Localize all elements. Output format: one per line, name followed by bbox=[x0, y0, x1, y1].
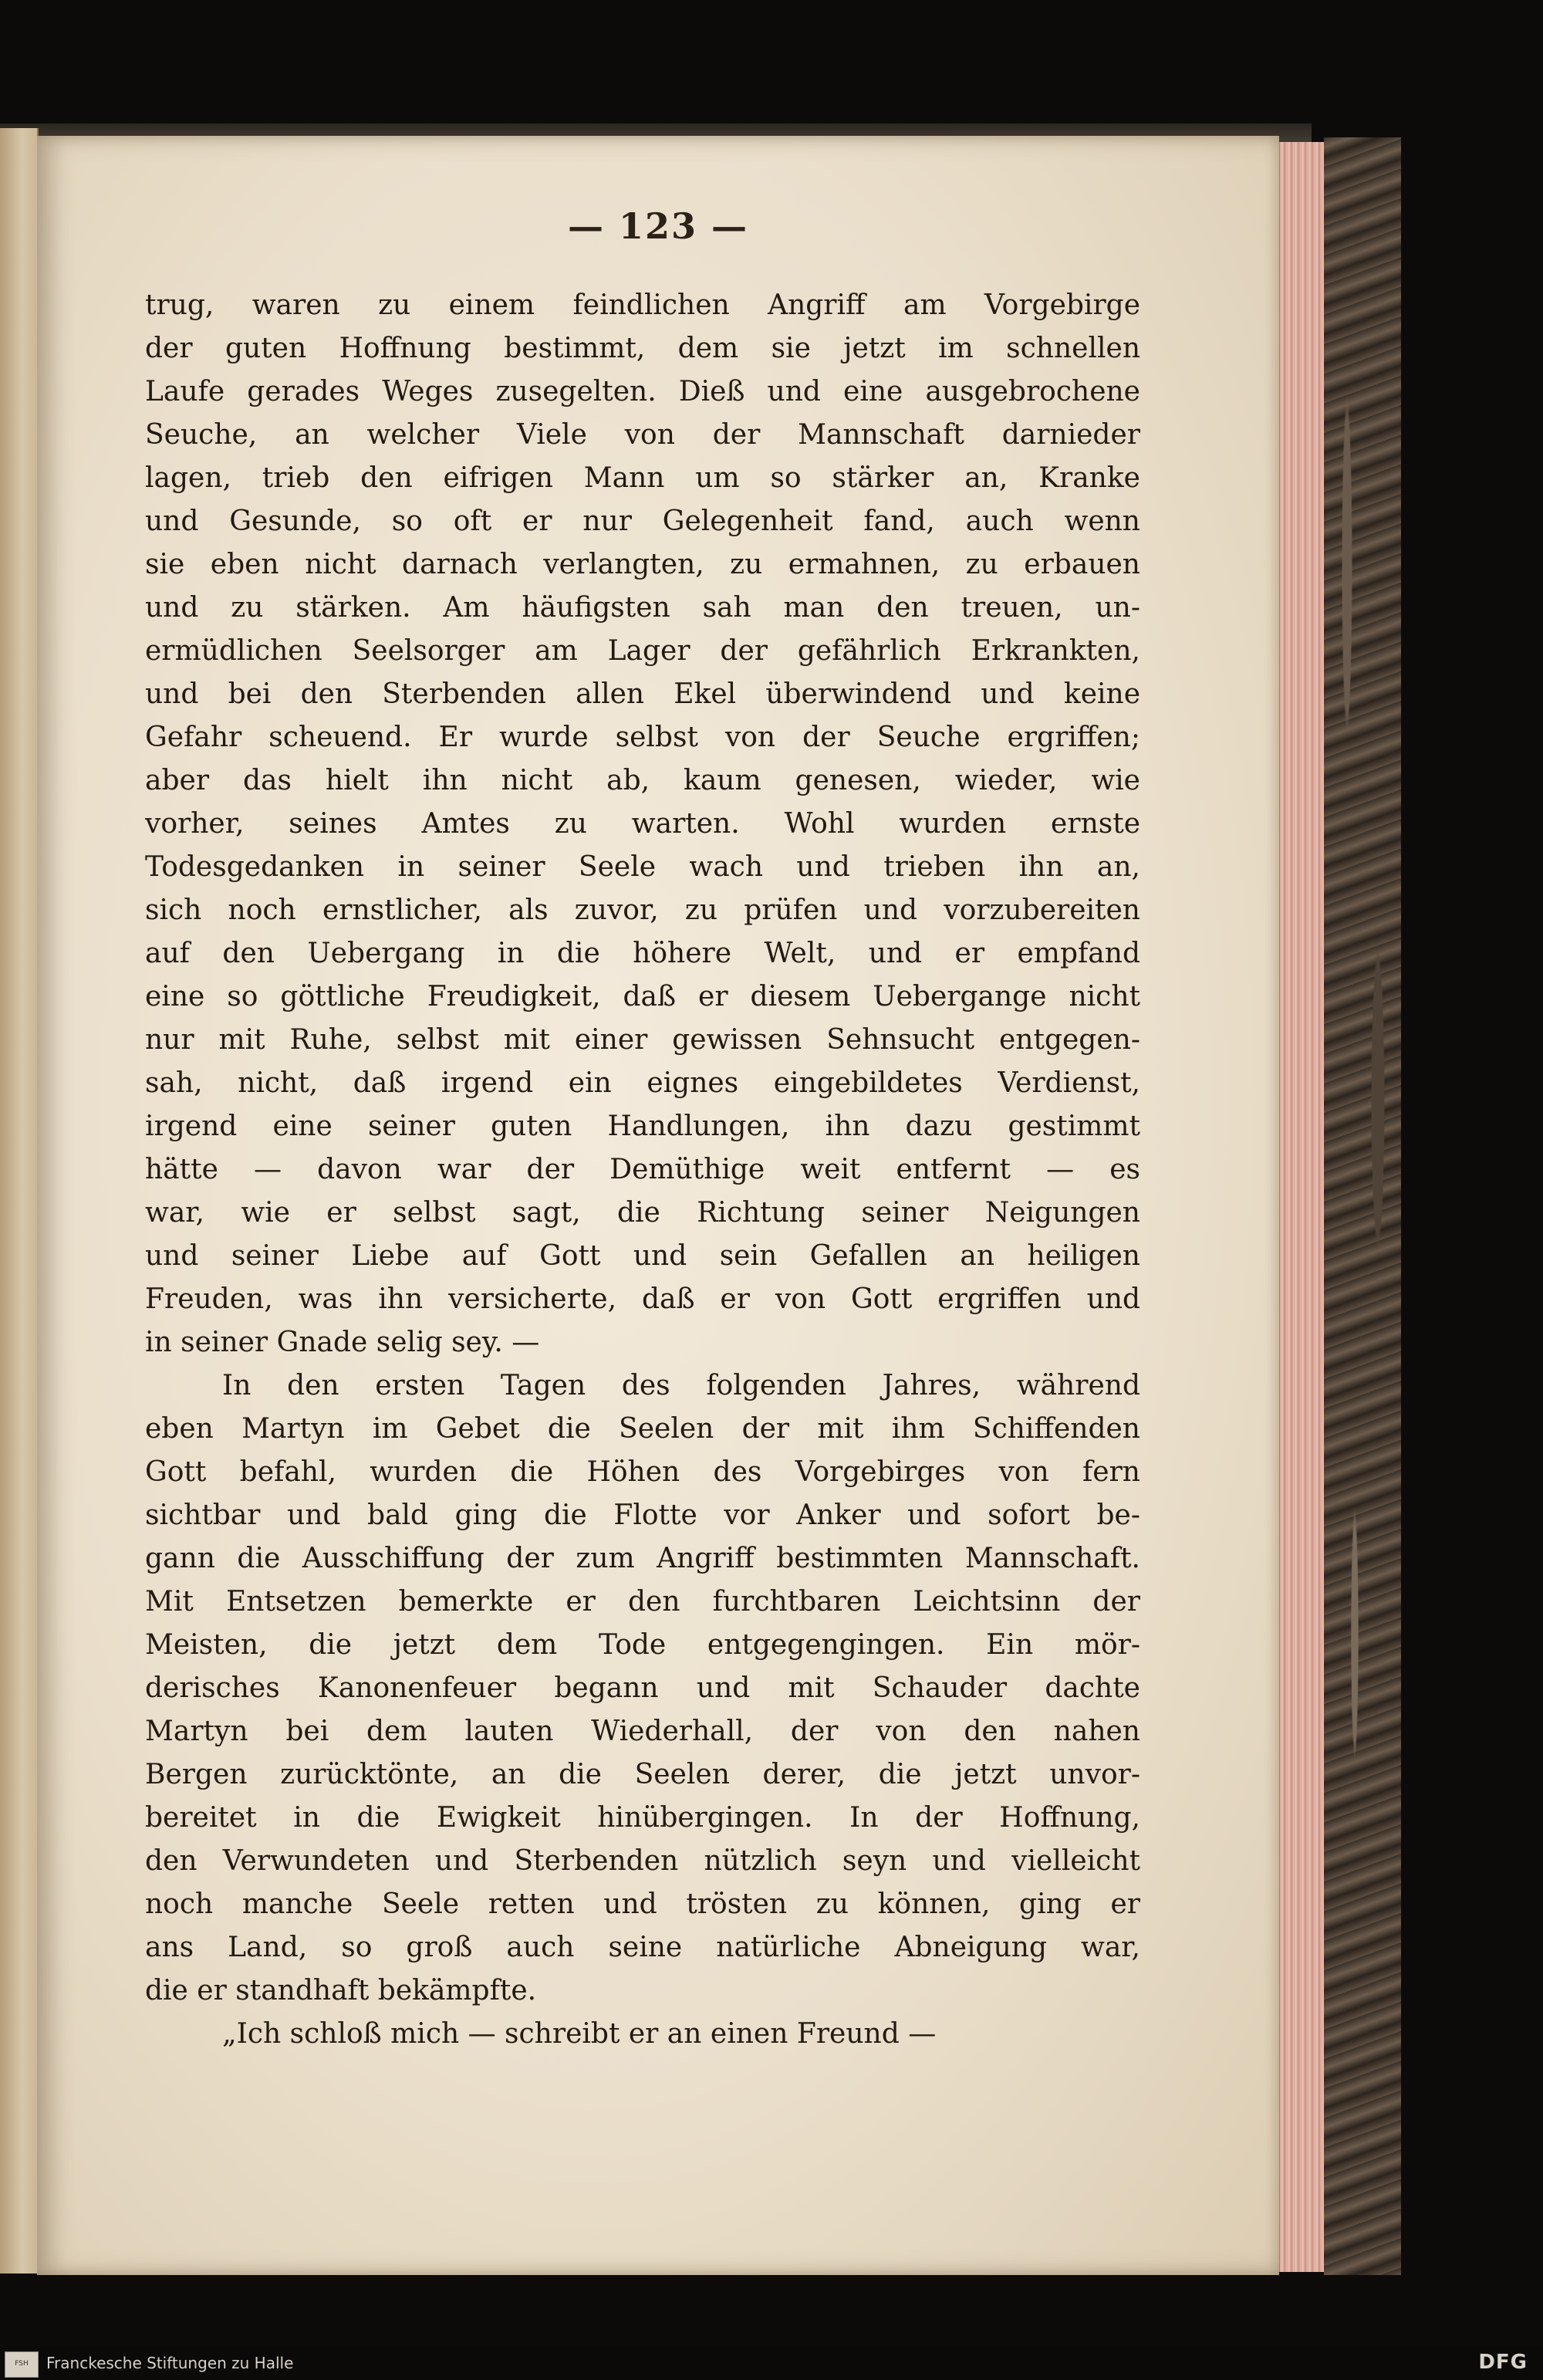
text-line: sah, nicht, daß irgend ein eignes eingebildetes Verdienst, bbox=[145, 1067, 1140, 1099]
text-line: hätte — davon war der Demüthige weit entfernt — es bbox=[145, 1154, 1140, 1185]
institution-name: Franckesche Stiftungen zu Halle bbox=[46, 2354, 294, 2372]
text-line: in seiner Gnade selig sey. — bbox=[145, 1327, 540, 1358]
text-line: ermüdlichen Seelsorger am Lager der gefährlich Erkrankten, bbox=[145, 635, 1140, 667]
text-line: aber das hielt ihn nicht ab, kaum genesen, wieder, wie bbox=[145, 765, 1140, 796]
text-line: gann die Ausschiffung der zum Angriff bestimmten Mannschaft. bbox=[145, 1543, 1140, 1574]
page-number: — 123 — bbox=[567, 205, 749, 247]
text-line: lagen, trieb den eifrigen Mann um so stärker an, Kranke bbox=[145, 462, 1140, 494]
text-line: der guten Hoffnung bestimmt, dem sie jetzt im schnellen bbox=[145, 333, 1140, 364]
text-line: Todesgedanken in seiner Seele wach und trieben ihn an, bbox=[145, 851, 1140, 883]
text-line: Bergen zurücktönte, an die Seelen derer, die jetzt unvor- bbox=[145, 1759, 1140, 1790]
text-line: ans Land, so groß auch seine natürliche Abneigung war, bbox=[145, 1932, 1140, 1963]
text-line: den Verwundeten und Sterbenden nützlich seyn und vielleicht bbox=[145, 1845, 1140, 1877]
marbled-cover bbox=[1324, 137, 1401, 2275]
text-line: bereitet in die Ewigkeit hinübergingen. In der Hoffnung, bbox=[145, 1802, 1140, 1834]
text-line: eine so göttliche Freudigkeit, daß er diesem Uebergange nicht bbox=[145, 981, 1140, 1013]
text-line: auf den Uebergang in die höhere Welt, und er empfand bbox=[145, 938, 1140, 969]
text-line: Laufe gerades Weges zusegelten. Dieß und eine ausgebrochene bbox=[145, 376, 1140, 407]
body-text bbox=[145, 284, 1140, 2056]
text-line: sich noch ernstlicher, als zuvor, zu prüfen und vorzubereiten bbox=[145, 894, 1140, 926]
text-line: Gefahr scheuend. Er wurde selbst von der Seuche ergriffen; bbox=[145, 722, 1140, 753]
text-line: sie eben nicht darnach verlangten, zu ermahnen, zu erbauen bbox=[145, 549, 1140, 580]
text-line: eben Martyn im Gebet die Seelen der mit ihm Schiffenden bbox=[145, 1413, 1140, 1445]
text-line: In den ersten Tagen des folgenden Jahres, während bbox=[222, 1370, 1140, 1401]
dfg-logo: DFG bbox=[1478, 2351, 1528, 2374]
page-fore-edge bbox=[1279, 142, 1325, 2272]
text-line: und seiner Liebe auf Gott und sein Gefallen an heiligen bbox=[145, 1240, 1140, 1272]
text-line: war, wie er selbst sagt, die Richtung seiner Neigungen bbox=[145, 1197, 1140, 1229]
text-line: noch manche Seele retten und trösten zu können, ging er bbox=[145, 1888, 1140, 1920]
text-line: irgend eine seiner guten Handlungen, ihn dazu gestimmt bbox=[145, 1111, 1140, 1142]
text-line: Meisten, die jetzt dem Tode entgegengingen. Ein mör- bbox=[145, 1629, 1140, 1661]
book-page bbox=[37, 136, 1279, 2275]
left-page-edge bbox=[0, 128, 39, 2274]
text-line: derisches Kanonenfeuer begann und mit Schauder dachte bbox=[145, 1672, 1140, 1704]
logo-label: FSH bbox=[15, 2360, 29, 2368]
text-line: und Gesunde, so oft er nur Gelegenheit fand, auch wenn bbox=[145, 505, 1140, 537]
text-line: Freuden, was ihn versicherte, daß er von Gott ergriffen und bbox=[145, 1283, 1140, 1315]
institution-logo bbox=[5, 2351, 39, 2378]
text-line: Gott befahl, wurden die Höhen des Vorgebirges von fern bbox=[145, 1456, 1140, 1488]
text-line: nur mit Ruhe, selbst mit einer gewissen Sehnsucht entgegen- bbox=[145, 1024, 1140, 1056]
text-line: Seuche, an welcher Viele von der Mannschaft darnieder bbox=[145, 419, 1140, 451]
text-line: sichtbar und bald ging die Flotte vor Anker und sofort be- bbox=[145, 1499, 1140, 1531]
text-line: Martyn bei dem lauten Wiederhall, der von den nahen bbox=[145, 1716, 1140, 1747]
text-line: Mit Entsetzen bemerkte er den furchtbaren Leichtsinn der bbox=[145, 1586, 1140, 1618]
text-line: und bei den Sterbenden allen Ekel überwindend und keine bbox=[145, 678, 1140, 710]
text-line: und zu stärken. Am häufigsten sah man den treuen, un- bbox=[145, 592, 1140, 624]
text-line: „Ich schloß mich — schreibt er an einen Freund — bbox=[222, 2018, 937, 2050]
text-line: vorher, seines Amtes zu warten. Wohl wurden ernste bbox=[145, 808, 1140, 840]
text-line: trug, waren zu einem feindlichen Angriff am Vorgebirge bbox=[145, 289, 1140, 321]
text-line: die er standhaft bekämpfte. bbox=[145, 1975, 537, 2006]
